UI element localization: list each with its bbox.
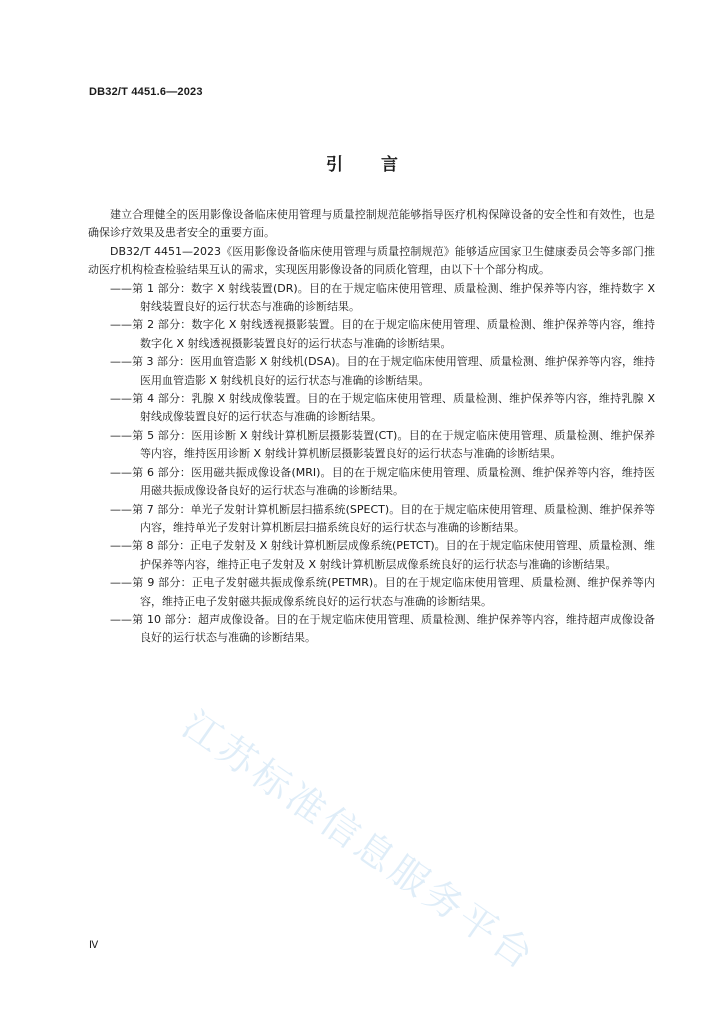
part-list-item: ——第 6 部分：医用磁共振成像设备(MRI)。目的在于规定临床使用管理、质量检测、维护保养等内容，维持医用磁共振成像设备良好的运行状态与准确的诊断结果。 xyxy=(110,465,655,498)
part-list-item: ——第 10 部分：超声成像设备。目的在于规定临床使用管理、质量检测、维护保养等内容，维持超声成像设备良好的运行状态与准确的诊断结果。 xyxy=(110,612,655,645)
intro-paragraph: DB32/T 4451—2023《医用影像设备临床使用管理与质量控制规范》能够适应国家卫生健康委员会等多部门推动医疗机构检查检验结果互认的需求，实现医用影像设备的同质化管理，由以下十个部分构成。 xyxy=(88,244,655,277)
part-list-item: ——第 7 部分：单光子发射计算机断层扫描系统(SPECT)。目的在于规定临床使用管理、质量检测、维护保养等内容，维持单光子发射计算机断层扫描系统良好的运行状态与准确的诊断结果。 xyxy=(110,502,655,534)
document-code: DB32/T 4451.6—2023 xyxy=(89,86,203,98)
part-list-item: ——第 8 部分：正电子发射及 X 射线计算机断层成像系统(PETCT)。目的在于规定临床使用管理、质量检测、维护保养等内容，维持正电子发射及 X 射线计算机断层成像系统良好的运行状态与准确的诊断结果。 xyxy=(110,539,655,571)
part-list-item: ——第 3 部分：医用血管造影 X 射线机(DSA)。目的在于规定临床使用管理、质量检测、维护保养等内容，维持医用血管造影 X 射线机良好的运行状态与准确的诊断结果。 xyxy=(110,355,655,387)
part-list-item: ——第 5 部分：医用诊断 X 射线计算机断层摄影装置(CT)。目的在于规定临床使用管理、质量检测、维护保养等内容，维持医用诊断 X 射线计算机断层摄影装置良好的运行状态与准确的诊断结果。 xyxy=(110,428,655,461)
part-list-item: ——第 1 部分：数字 X 射线装置(DR)。目的在于规定临床使用管理、质量检测、维护保养等内容，维持数字 X 射线装置良好的运行状态与准确的诊断结果。 xyxy=(110,281,655,314)
part-list-item: ——第 9 部分：正电子发射磁共振成像系统(PETMR)。目的在于规定临床使用管理、质量检测、维护保养等内容，维持正电子发射磁共振成像系统良好的运行状态与准确的诊断结果。 xyxy=(110,576,655,608)
part-list-item: ——第 4 部分：乳腺 X 射线成像装置。目的在于规定临床使用管理、质量检测、维护保养等内容，维持乳腺 X 射线成像装置良好的运行状态与准确的诊断结果。 xyxy=(110,392,655,424)
watermark: 江苏标准信息服务平台 xyxy=(174,702,544,980)
page-title: 引言 xyxy=(326,155,436,175)
part-list-item: ——第 2 部分：数字化 X 射线透视摄影装置。目的在于规定临床使用管理、质量检测、维护保养等内容，维持数字化 X 射线透视摄影装置良好的运行状态与准确的诊断结果。 xyxy=(110,318,655,350)
intro-paragraph: 建立合理健全的医用影像设备临床使用管理与质量控制规范能够指导医疗机构保障设备的安全性和有效性，也是确保诊疗效果及患者安全的重要方面。 xyxy=(88,208,655,240)
document-body xyxy=(88,206,655,648)
page-number: Ⅳ xyxy=(89,940,99,951)
